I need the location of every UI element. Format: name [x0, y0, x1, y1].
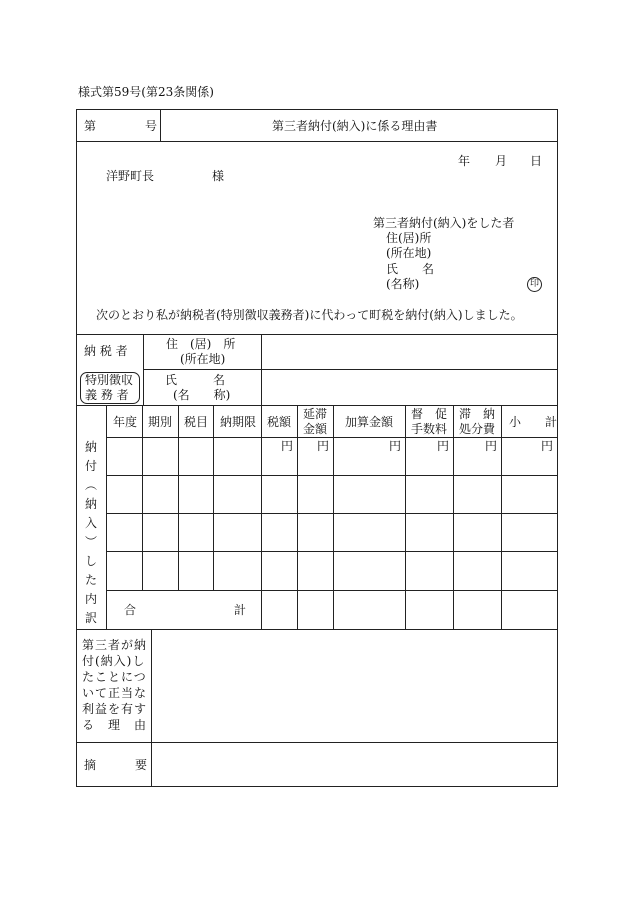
special-collector-line1: 特別徴収 — [85, 373, 134, 387]
col-line-subtotal — [501, 405, 502, 629]
taxpayer-address-label: 住 (居) 所 — [166, 337, 236, 351]
frame-bottom — [76, 786, 557, 787]
date-day: 日 — [530, 154, 543, 168]
header-deadline: 納期限 — [220, 415, 257, 429]
detail-row-3-bottom — [106, 551, 557, 552]
col-line-tax — [261, 405, 262, 629]
total-label-first: 合 — [124, 603, 137, 617]
frame-right — [557, 109, 558, 787]
statement-text: 次のとおり私が納税者(特別徴収義務者)に代わって町税を納付(納入)しました。 — [96, 308, 523, 322]
remarks-field[interactable] — [152, 743, 557, 786]
date-year: 年 — [458, 154, 471, 168]
addressee-town: 洋野町長 — [106, 169, 155, 183]
header-tax-item: 税目 — [184, 415, 209, 429]
frame-left — [76, 109, 77, 787]
unit-additional: 円 — [389, 439, 402, 453]
taxpayer-name-field[interactable] — [262, 370, 557, 405]
col-line-delinquent — [453, 405, 454, 629]
header-additional: 加算金額 — [345, 415, 394, 429]
detail-row-4-bottom — [106, 590, 557, 591]
seal-icon: 印 — [527, 277, 542, 292]
taxpayer-company-label: (名 称) — [173, 388, 231, 402]
header-late-line2: 金額 — [303, 422, 328, 436]
header-subtotal: 小 計 — [509, 415, 558, 429]
reason-field[interactable] — [152, 630, 557, 742]
header-delinquent-line1: 滞 納 — [459, 407, 496, 421]
taxpayer-label: 納 税 者 — [84, 344, 128, 358]
header-year: 年度 — [113, 415, 138, 429]
col-line-additional — [333, 405, 334, 629]
taxpayer-location-label: (所在地) — [180, 352, 226, 366]
remarks-label-first: 摘 — [84, 758, 97, 772]
payer-company-label: (名称) — [386, 277, 420, 291]
unit-subtotal: 円 — [541, 439, 554, 453]
number-label-first: 第 — [84, 119, 97, 133]
taxpayer-name-label: 氏 名 — [165, 373, 226, 387]
header-tax-amount: 税額 — [267, 415, 292, 429]
header-late-line1: 延滞 — [303, 407, 328, 421]
remarks-label-second: 要 — [135, 758, 148, 772]
form-label: 様式第59号(第23条関係) — [78, 85, 214, 99]
taxpayer-bottom — [76, 405, 557, 406]
unit-late: 円 — [317, 439, 330, 453]
detail-row-1-bottom — [106, 475, 557, 476]
header-supervise-line1: 督 促 — [411, 407, 448, 421]
header-period: 期別 — [148, 415, 173, 429]
total-label-second: 計 — [234, 603, 247, 617]
detail-side-divider — [106, 405, 107, 630]
detail-side-label: 納 付 ︵ 納 入 ︶ し た 内 訳 — [84, 440, 97, 625]
reason-label: 第三者が納 付(納入)し たことにつ いて正当な 利益を有す る 理 由 — [82, 638, 148, 732]
header-bottom — [76, 141, 557, 142]
payer-location-label: (所在地) — [386, 246, 432, 260]
unit-supervise: 円 — [437, 439, 450, 453]
addressee-honorific: 様 — [212, 169, 225, 183]
header-delinquent-line2: 処分費 — [459, 422, 496, 436]
col-line-supervise — [405, 405, 406, 629]
detail-header-bottom — [106, 437, 557, 438]
number-label-second: 号 — [145, 119, 158, 133]
header-supervise-line2: 手数料 — [411, 422, 448, 436]
payer-address-label: 住(居)所 — [386, 231, 432, 245]
special-collector-line2: 義 務 者 — [85, 388, 129, 402]
header-divider — [160, 109, 161, 141]
col-line-taxitem — [178, 405, 179, 590]
date-month: 月 — [495, 154, 508, 168]
payer-heading: 第三者納付(納入)をした者 — [373, 216, 515, 230]
payer-name-label: 氏 名 — [386, 262, 435, 276]
col-line-period — [142, 405, 143, 590]
taxpayer-address-field[interactable] — [262, 335, 557, 369]
frame-top — [76, 109, 557, 110]
taxpayer-divider-1 — [143, 334, 144, 405]
col-line-late — [297, 405, 298, 629]
col-line-deadline — [213, 405, 214, 590]
form-title: 第三者納付(納入)に係る理由書 — [272, 119, 438, 133]
unit-delinquent: 円 — [485, 439, 498, 453]
unit-tax: 円 — [281, 439, 294, 453]
detail-row-2-bottom — [106, 513, 557, 514]
